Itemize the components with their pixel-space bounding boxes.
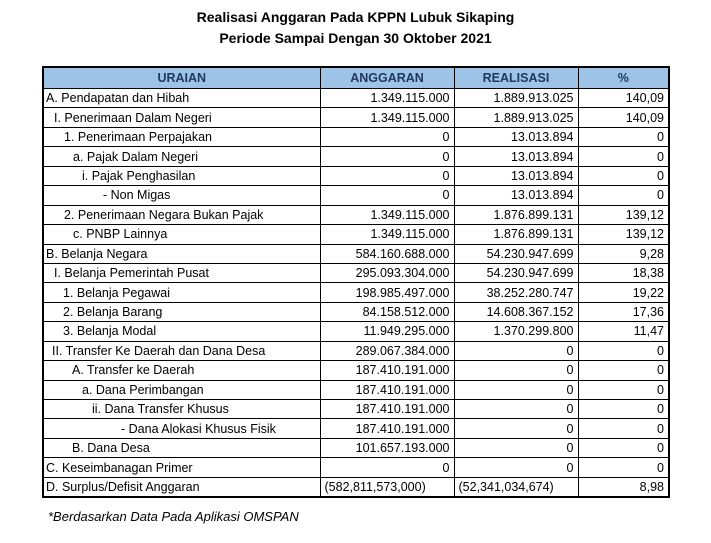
table-row [43,361,669,380]
percent-cell: 9,28 [578,244,669,263]
anggaran-cell: 0 [320,166,454,185]
realisasi-cell: 1.876.899.131 [454,205,578,224]
anggaran-cell: (582,811,573,000) [320,477,454,497]
anggaran-cell: 84.158.512.000 [320,302,454,321]
anggaran-cell: 584.160.688.000 [320,244,454,263]
table-row [43,322,669,341]
uraian-cell: c. PNBP Lainnya [43,225,320,244]
uraian-cell: B. Belanja Negara [43,244,320,263]
uraian-cell: C. Keseimbanagan Primer [43,458,320,477]
realisasi-cell: 0 [454,361,578,380]
column-header-realisasi: REALISASI [454,67,578,89]
anggaran-cell: 187.410.191.000 [320,419,454,438]
realisasi-cell: 1.876.899.131 [454,225,578,244]
percent-cell: 19,22 [578,283,669,302]
realisasi-cell: 14.608.367.152 [454,302,578,321]
realisasi-cell: 54.230.947.699 [454,263,578,282]
report-title-line2: Periode Sampai Dengan 30 Oktober 2021 [219,30,492,46]
uraian-cell: a. Pajak Dalam Negeri [43,147,320,166]
percent-cell: 0 [578,166,669,185]
anggaran-cell: 0 [320,127,454,146]
footnote: *Berdasarkan Data Pada Aplikasi OMSPAN [48,509,299,524]
percent-cell: 139,12 [578,225,669,244]
anggaran-cell: 289.067.384.000 [320,341,454,360]
table-row [43,127,669,146]
table-row [43,186,669,205]
anggaran-cell: 0 [320,458,454,477]
anggaran-cell: 1.349.115.000 [320,225,454,244]
table-row [43,225,669,244]
realisasi-cell: 13.013.894 [454,127,578,146]
realisasi-cell: 13.013.894 [454,147,578,166]
anggaran-cell: 187.410.191.000 [320,400,454,419]
column-header-percent: % [578,67,669,89]
uraian-cell: ii. Dana Transfer Khusus [43,400,320,419]
column-header-uraian: URAIAN [43,67,320,89]
anggaran-cell: 198.985.497.000 [320,283,454,302]
table-row [43,341,669,360]
uraian-cell: 1. Penerimaan Perpajakan [43,127,320,146]
table-row [43,263,669,282]
anggaran-cell: 11.949.295.000 [320,322,454,341]
percent-cell: 0 [578,341,669,360]
table-row [43,458,669,477]
uraian-cell: 2. Penerimaan Negara Bukan Pajak [43,205,320,224]
uraian-cell: I. Belanja Pemerintah Pusat [43,263,320,282]
report-title [0,7,711,49]
column-header-anggaran: ANGGARAN [320,67,454,89]
table-row [43,89,669,108]
realisasi-cell: (52,341,034,674) [454,477,578,497]
percent-cell: 8,98 [578,477,669,497]
percent-cell: 140,09 [578,89,669,108]
percent-cell: 0 [578,361,669,380]
anggaran-cell: 187.410.191.000 [320,361,454,380]
anggaran-cell: 295.093.304.000 [320,263,454,282]
table-row [43,108,669,127]
uraian-cell: a. Dana Perimbangan [43,380,320,399]
percent-cell: 139,12 [578,205,669,224]
anggaran-cell: 1.349.115.000 [320,89,454,108]
realisasi-cell: 0 [454,380,578,399]
uraian-cell: i. Pajak Penghasilan [43,166,320,185]
realisasi-cell: 0 [454,341,578,360]
percent-cell: 0 [578,438,669,457]
realisasi-cell: 0 [454,438,578,457]
table-row [43,244,669,263]
table-row [43,400,669,419]
percent-cell: 11,47 [578,322,669,341]
uraian-cell: II. Transfer Ke Daerah dan Dana Desa [43,341,320,360]
anggaran-cell: 1.349.115.000 [320,108,454,127]
uraian-cell: A. Pendapatan dan Hibah [43,89,320,108]
uraian-cell: D. Surplus/Defisit Anggaran [43,477,320,497]
percent-cell: 0 [578,458,669,477]
percent-cell: 0 [578,147,669,166]
report-title-line1: Realisasi Anggaran Pada KPPN Lubuk Sikaping [196,9,515,25]
uraian-cell: I. Penerimaan Dalam Negeri [43,108,320,127]
percent-cell: 0 [578,400,669,419]
percent-cell: 17,36 [578,302,669,321]
percent-cell: 0 [578,186,669,205]
table-row [43,477,669,497]
realisasi-cell: 1.889.913.025 [454,108,578,127]
realisasi-cell: 0 [454,400,578,419]
table-row [43,166,669,185]
table-row [43,205,669,224]
realisasi-cell: 54.230.947.699 [454,244,578,263]
realisasi-cell: 1.370.299.800 [454,322,578,341]
uraian-cell: 2. Belanja Barang [43,302,320,321]
anggaran-cell: 0 [320,186,454,205]
table-row [43,438,669,457]
realisasi-cell: 0 [454,419,578,438]
anggaran-cell: 1.349.115.000 [320,205,454,224]
percent-cell: 140,09 [578,108,669,127]
uraian-cell: A. Transfer ke Daerah [43,361,320,380]
table-row [43,380,669,399]
table-header-row [43,67,669,89]
realisasi-cell: 13.013.894 [454,186,578,205]
table-row [43,283,669,302]
table-row [43,419,669,438]
uraian-cell: 3. Belanja Modal [43,322,320,341]
realisasi-cell: 0 [454,458,578,477]
percent-cell: 0 [578,380,669,399]
percent-cell: 0 [578,419,669,438]
realisasi-cell: 13.013.894 [454,166,578,185]
table-row [43,147,669,166]
realisasi-cell: 1.889.913.025 [454,89,578,108]
percent-cell: 0 [578,127,669,146]
table-row [43,302,669,321]
budget-table-body [43,89,669,498]
anggaran-cell: 187.410.191.000 [320,380,454,399]
uraian-cell: - Dana Alokasi Khusus Fisik [43,419,320,438]
uraian-cell: B. Dana Desa [43,438,320,457]
percent-cell: 18,38 [578,263,669,282]
budget-table [42,66,670,498]
uraian-cell: 1. Belanja Pegawai [43,283,320,302]
uraian-cell: - Non Migas [43,186,320,205]
realisasi-cell: 38.252.280.747 [454,283,578,302]
anggaran-cell: 101.657.193.000 [320,438,454,457]
anggaran-cell: 0 [320,147,454,166]
